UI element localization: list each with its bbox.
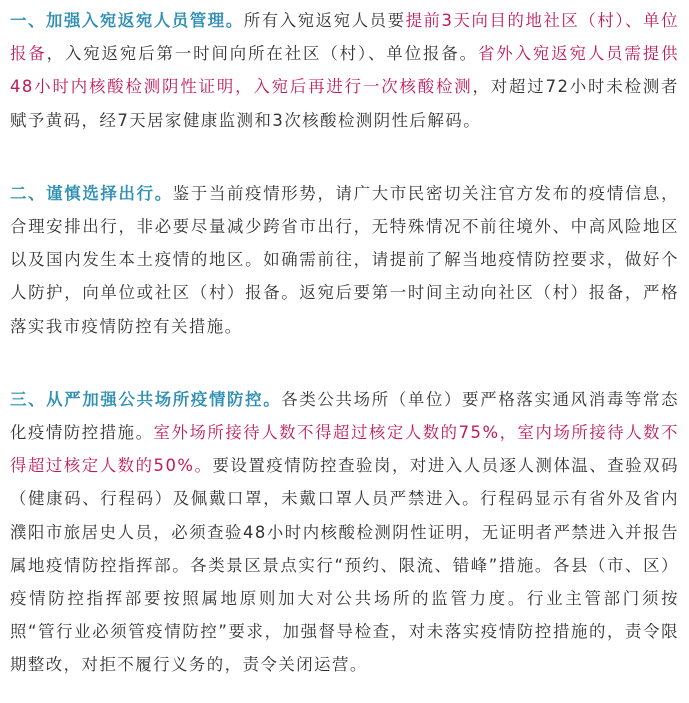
section-1-text: ，入宛返宛后第一时间向所在社区（村）、单位报备。 [46,44,478,64]
section-3-paragraph [10,383,679,682]
section-1-paragraph [10,4,679,137]
section-1-highlight-report: 提前3天向目的地社区（村）、单位报备 [10,11,680,64]
section-2-heading: 二、谨慎选择出行。 [10,183,173,203]
section-3-text: 各类公共场所（单位）要严格落实通风消毒等常态化疫情防控措施。 [10,389,680,443]
section-3-highlight-capacity: 室外场所接待人数不得超过核定人数的75%，室内场所接待人数不得超过核定人数的50%。 [10,423,679,476]
section-1-text: ，对超过72小时未检测者赋予黄码，经7天居家健康监测和3次核酸检测阴性后解码。 [10,77,679,130]
section-1-highlight-test: 省外入宛返宛人员需提供48小时内核酸检测阴性证明，入宛后再进行一次核酸检测 [10,44,680,97]
section-1-heading: 一、加强入宛返宛人员管理。 [10,11,244,30]
section-1-text: 所有入宛返宛人员要 [243,11,406,30]
section-2-paragraph [10,177,679,343]
section-2-text: 鉴于当前疫情形势，请广大市民密切关注官方发布的疫情信息，合理安排出行，非必要尽量减少跨省市出行，无特殊情况不前往境外、中高风险地区以及国内发生本土疫情的地区。如确需前往，请提前了解当地疫情防控要求，做好个人防护，向单位或社区（村）报备。返宛后要第一时间主动向社区（村）报备，严格落实我市疫情防控有关措施。 [10,183,680,336]
section-3-heading: 三、从严加强公共场所疫情防控。 [10,389,282,409]
section-3-text: 要设置疫情防控查验岗，对进入人员逐人测体温、查验双码（健康码、行程码）及佩戴口罩，未戴口罩人员严禁进入。行程码显示有省外及省内濮阳市旅居史人员，必须查验48小时内核酸检测阴性证明，无证明者严禁进入并报告属地疫情防控指挥部。各类景区景点实行“预约、限流、错峰”措施。各县（市、区）疫情防控指挥部要按照属地原则加大对公共场所的监管力度。行业主管部门须按照“管行业必须管疫情防控”要求，加强督导检查，对未落实疫情防控措施的，责令限期整改，对拒不履行义务的，责令关闭运营。 [10,456,680,675]
